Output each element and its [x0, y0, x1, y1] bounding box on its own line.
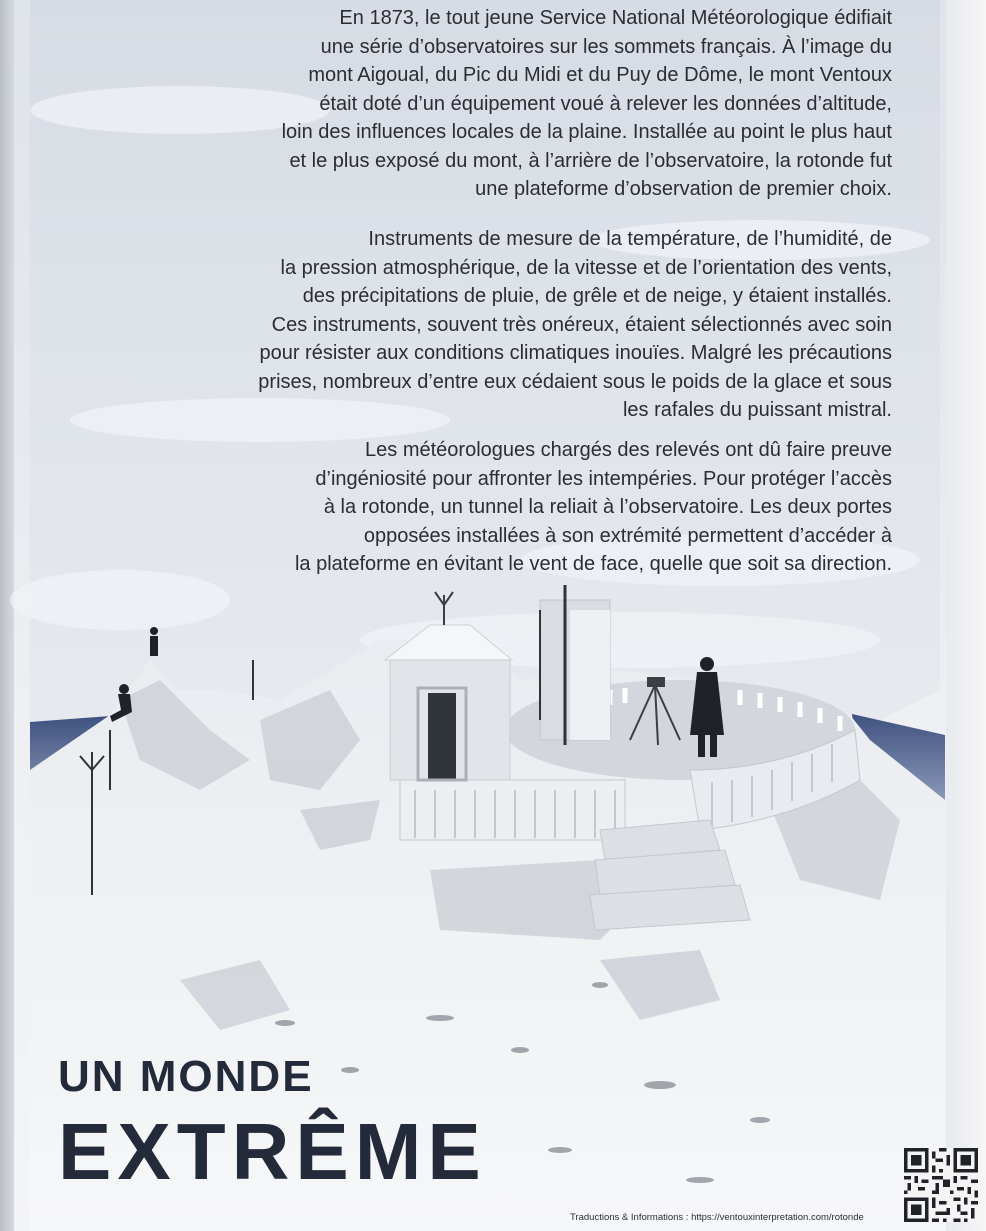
text-line: une plateforme d’observation de premier choix.: [475, 178, 892, 200]
text-line: la pression atmosphérique, de la vitesse et de l’orientation des vents,: [280, 256, 892, 279]
text-line: la plateforme en évitant le vent de face, quelle que soit sa direction.: [294, 553, 892, 575]
text-line: mont Aigoual, du Pic du Midi et du Puy de Dôme, le mont Ventoux: [308, 64, 892, 86]
qr-code-icon[interactable]: [904, 1148, 978, 1222]
text-line: loin des influences locales de la plaine. Installée au point le plus haut: [281, 121, 892, 143]
translations-credit: Traductions & Informations : https://ventouxinterpretation.com/rotonde: [570, 1212, 864, 1223]
text-line: Les météorologues chargés des relevés ont dû faire preuve: [365, 439, 892, 461]
text-line: était doté d’un équipement voué à relever les données d’altitude,: [319, 92, 892, 115]
text-line: prises, nombreux d’entre eux cédaient sous le poids de la glace et sous: [258, 370, 892, 393]
instrument-tower-ice: [570, 610, 610, 740]
text-line: Ces instruments, souvent très onéreux, étaient sélectionnés avec soin: [271, 313, 892, 336]
text-line: une série d’observatoires sur les sommets français. À l’image du: [320, 35, 892, 58]
text-line: En 1873, le tout jeune Service National Météorologique édifiait: [339, 7, 892, 29]
tunnel-door: [428, 693, 456, 780]
text-line: des précipitations de pluie, de grêle et de neige, y étaient installés.: [302, 285, 892, 307]
intro-paragraph: [100, 4, 892, 204]
meteorologists-paragraph: [100, 436, 892, 579]
panel-title-line-2: EXTRÊME: [58, 1107, 487, 1196]
instruments-paragraph: [100, 225, 892, 425]
lower-balustrade: [400, 780, 625, 840]
climber-top: [150, 627, 158, 656]
text-line: à la rotonde, un tunnel la reliait à l’observatoire. Les deux portes: [323, 496, 892, 518]
text-line: et le plus exposé du mont, à l’arrière de l’observatoire, la rotonde fut: [289, 149, 892, 172]
text-line: les rafales du puissant mistral.: [622, 399, 892, 421]
panel-title-line-1: UN MONDE: [58, 1052, 314, 1101]
text-line: d’ingéniosité pour affronter les intempéries. Pour protéger l’accès: [315, 467, 892, 490]
text-line: pour résister aux conditions climatiques inouïes. Malgré les précautions: [259, 342, 892, 364]
text-line: opposées installées à son extrémité permettent d’accéder à: [363, 524, 892, 547]
text-line: Instruments de mesure de la température, de l’humidité, de: [368, 228, 892, 250]
